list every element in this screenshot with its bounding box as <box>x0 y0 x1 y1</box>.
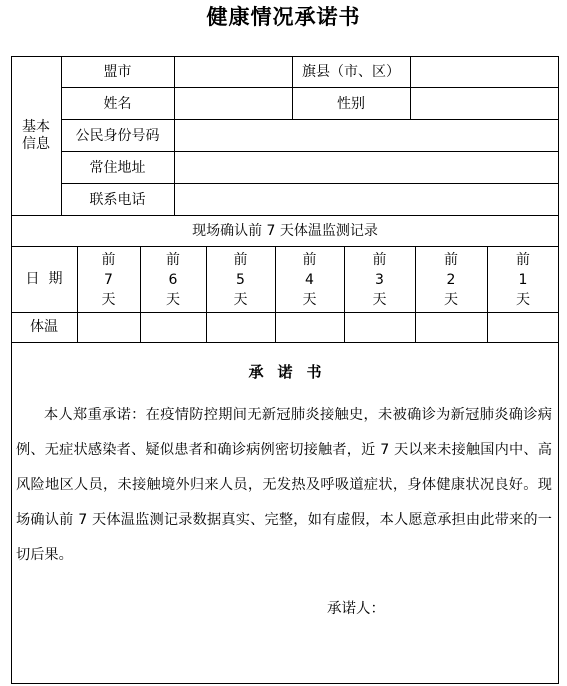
day-number: 1 <box>518 272 528 288</box>
document-title: 健康情况承诺书 <box>206 4 361 29</box>
row-divider <box>11 246 559 247</box>
day-prefix: 前 <box>233 252 248 268</box>
day-prefix: 前 <box>516 252 530 268</box>
basic-info-section-label <box>11 56 61 216</box>
temperature-field[interactable] <box>416 313 487 342</box>
day-suffix: 天 <box>101 292 116 308</box>
day-prefix: 前 <box>444 252 458 268</box>
temperature-field[interactable] <box>207 313 275 342</box>
day-header <box>415 248 487 312</box>
day-prefix: 前 <box>101 252 116 268</box>
day-header <box>77 248 140 312</box>
day-header <box>344 248 415 312</box>
day-suffix: 天 <box>302 292 317 308</box>
league-city-label: 盟市 <box>103 63 132 80</box>
day-suffix: 天 <box>166 292 180 308</box>
day-prefix: 前 <box>372 252 387 268</box>
banner-county-field[interactable] <box>410 56 559 88</box>
phone-label: 联系电话 <box>89 191 146 208</box>
gender-field[interactable] <box>410 88 559 120</box>
section-label-line: 信息 <box>22 136 50 152</box>
id-number-label: 公民身份号码 <box>75 127 160 144</box>
section-label-line: 基本 <box>22 119 50 135</box>
day-suffix: 天 <box>233 292 248 308</box>
day-number: 6 <box>168 272 178 288</box>
day-prefix: 前 <box>166 252 180 268</box>
day-number: 4 <box>305 272 314 288</box>
temperature-label: 体温 <box>30 319 58 335</box>
name-label: 姓名 <box>103 95 132 112</box>
address-field[interactable] <box>174 152 559 184</box>
address-label: 常住地址 <box>89 159 146 176</box>
day-suffix: 天 <box>372 292 387 308</box>
league-city-field[interactable] <box>174 56 292 88</box>
banner-county-label: 旗县（市、区） <box>302 63 400 80</box>
day-suffix: 天 <box>516 292 530 308</box>
day-header <box>140 248 206 312</box>
day-header <box>275 248 344 312</box>
temperature-field[interactable] <box>276 313 344 342</box>
pledge-body: 本人郑重承诺：在疫情防控期间无新冠肺炎接触史，未被确诊为新冠肺炎确诊病例、无症状感染者、疑似患者和确诊病例密切接触者，近 7 天以来未接触国内中、高风险地区人员，未接触境外归来人员，无发热及呼吸道症状，身体健康状况良好。现场确认前 7 天体温监测记录数据真实、完整，如有虚假，本人愿意承担由此带来的一切后果。 <box>16 407 552 563</box>
signer-label: 承诺人： <box>327 601 385 617</box>
row-divider <box>11 342 559 343</box>
name-field[interactable] <box>174 88 292 120</box>
phone-field[interactable] <box>174 184 559 216</box>
gender-label: 性别 <box>337 95 365 112</box>
pledge-heading: 承诺书 <box>248 363 336 381</box>
temperature-field[interactable] <box>345 313 415 342</box>
temperature-field[interactable] <box>141 313 206 342</box>
temperature-field[interactable] <box>78 313 140 342</box>
day-number: 7 <box>104 272 113 288</box>
date-label: 日 期 <box>25 271 63 287</box>
day-header <box>487 248 559 312</box>
day-suffix: 天 <box>444 292 458 308</box>
day-header <box>206 248 275 312</box>
day-number: 2 <box>446 272 456 288</box>
day-prefix: 前 <box>302 252 317 268</box>
temperature-field[interactable] <box>488 313 559 342</box>
day-number: 5 <box>236 272 245 288</box>
id-number-field[interactable] <box>174 120 559 152</box>
temperature-record-heading: 现场确认前 7 天体温监测记录 <box>192 222 378 239</box>
day-number: 3 <box>375 272 384 288</box>
